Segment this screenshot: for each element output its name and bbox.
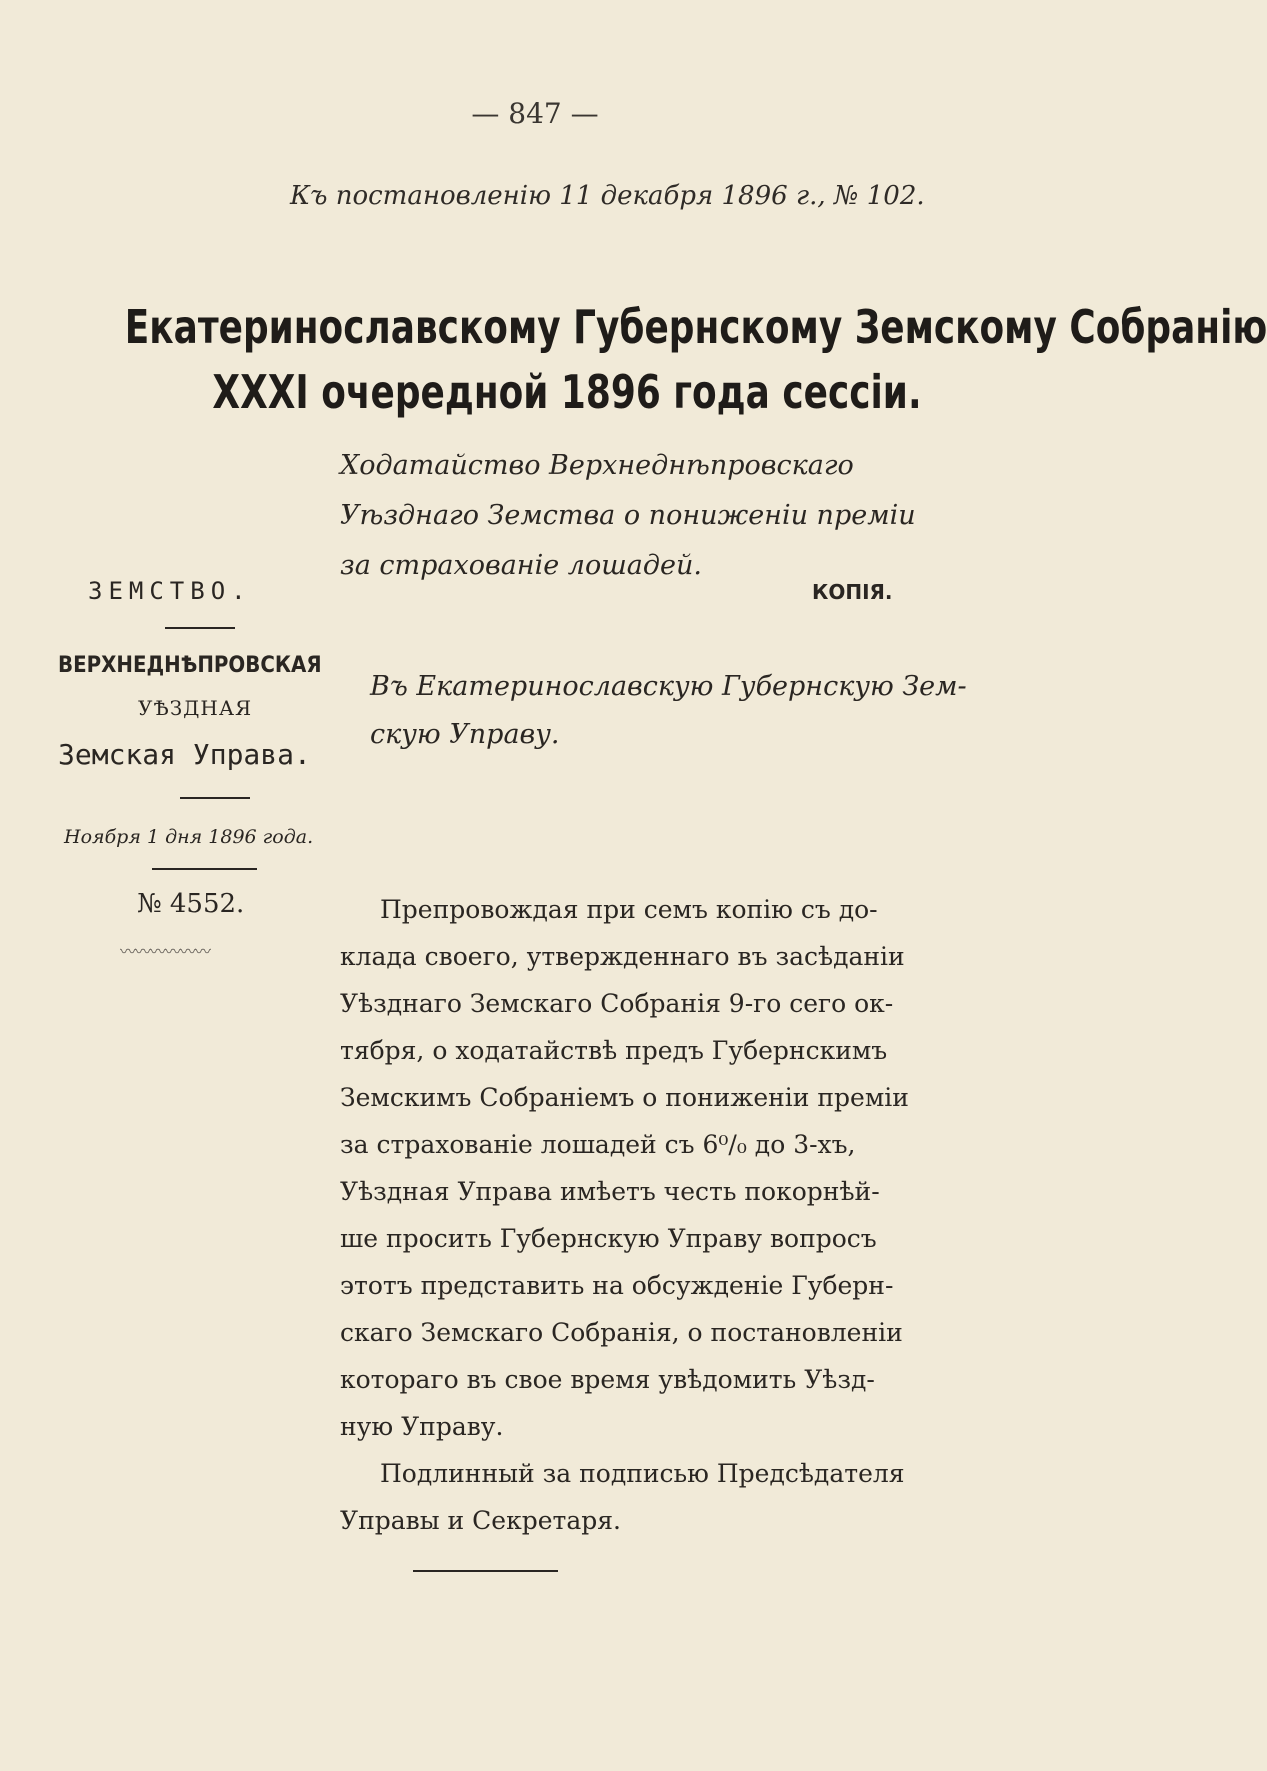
divider: [165, 627, 235, 629]
subject-line: за страхованіе лошадей.: [340, 550, 702, 581]
wavy-divider: 〰〰〰〰〰〰: [120, 942, 211, 961]
body-line: ную Управу.: [340, 1412, 504, 1441]
body-line: ше просить Губернскую Управу вопросъ: [340, 1224, 877, 1253]
letter-date: Ноября 1 дня 1896 года.: [64, 826, 314, 848]
title-line-2: XXXI очередной 1896 года сессіи.: [212, 365, 922, 419]
title-line-1: Екатеринославскому Губернскому Земскому Собранію: [124, 300, 1267, 354]
body-line: Уѣздная Управа имѣетъ честь покорнѣй-: [340, 1177, 880, 1206]
divider: [180, 797, 250, 799]
closing-divider: [413, 1570, 558, 1572]
body-line: Земскимъ Собраніемъ о пониженіи преміи: [340, 1083, 909, 1112]
sender-line-1: ВЕРХНЕДНѢПРОВСКАЯ: [58, 653, 322, 678]
subject-line: Уѣзднаго Земства о пониженіи преміи: [340, 500, 916, 531]
body-line: за страхованіе лошадей съ 6⁰/₀ до 3-хъ,: [340, 1130, 856, 1159]
page-number: — 847 —: [471, 97, 599, 130]
body-line: котораго въ свое время увѣдомить Уѣзд-: [340, 1365, 875, 1394]
divider: [152, 868, 257, 870]
reference-line: Къ постановленію 11 декабря 1896 г., № 102.: [290, 181, 925, 211]
body-line: скаго Земскаго Собранія, о постановленіи: [340, 1318, 903, 1347]
closing-line: Подлинный за подписью Предсѣдателя: [380, 1459, 905, 1488]
closing-line: Управы и Секретаря.: [340, 1506, 621, 1535]
body-line: клада своего, утвержденнаго въ засѣданіи: [340, 942, 905, 971]
document-number: № 4552.: [137, 889, 245, 919]
body-line: Препровождая при семъ копію съ до-: [380, 895, 878, 924]
body-line: этотъ представить на обсужденіе Губерн-: [340, 1271, 894, 1300]
body-line: Уѣзднаго Земскаго Собранія 9-го сего ок-: [340, 989, 894, 1018]
addressee-line: скую Управу.: [370, 719, 560, 750]
addressee-block: [370, 663, 967, 759]
sender-line-3: Земская Управа.: [58, 738, 311, 771]
sender-line-2: УѢЗДНАЯ: [138, 696, 253, 720]
subject-block: [340, 441, 916, 591]
body-line: тября, о ходатайствѣ предъ Губернскимъ: [340, 1036, 888, 1065]
addressee-line: Въ Екатеринославскую Губернскую Зем-: [370, 671, 967, 702]
zemstvo-heading: ЗЕМСТВО.: [88, 577, 252, 605]
letter-body: [340, 886, 909, 1544]
subject-line: Ходатайство Верхнеднѣпровскаго: [340, 450, 854, 481]
copy-mark: КОПІЯ.: [812, 580, 893, 604]
